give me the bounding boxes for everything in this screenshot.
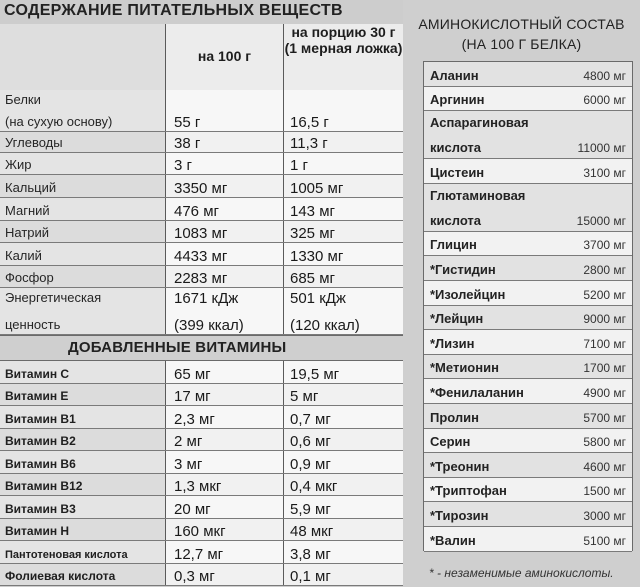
amino-value: 9000 мг (583, 312, 626, 327)
amino-name: Аргинин (430, 92, 485, 108)
vitamin-name-cell (0, 429, 166, 452)
serving-value: 143 мг (290, 203, 335, 220)
nutrient-name-cell (0, 221, 166, 243)
amino-name: *Лизин (430, 335, 475, 351)
nutrient-name-line1: Энергетическая (5, 290, 102, 305)
amino-value: 3000 мг (583, 508, 626, 523)
amino-footnote: * - незаменимые аминокислоты. (429, 566, 614, 580)
amino-value: 2800 мг (583, 262, 626, 277)
amino-table (423, 61, 633, 551)
amino-row (424, 330, 632, 355)
serving-cell (284, 519, 403, 542)
amino-row (424, 256, 632, 281)
per100-cell (166, 541, 284, 564)
per100-value: 2,3 мг (174, 410, 215, 428)
per100-value: 1,3 мкг (174, 478, 222, 495)
per100-value: 2283 мг (174, 270, 228, 287)
vitamin-name: Витамин C (5, 366, 70, 381)
amino-row (424, 306, 632, 331)
nutrition-row (0, 266, 403, 288)
header-per100-cell (166, 24, 284, 90)
vitamin-name: Витамин B1 (5, 411, 76, 426)
amino-value: 3700 мг (583, 238, 626, 253)
amino-value: 5100 мг (583, 533, 626, 548)
amino-value: 1500 мг (583, 484, 626, 499)
amino-row (424, 159, 632, 184)
serving-value: 0,4 мкг (290, 478, 338, 495)
vitamin-name-cell (0, 451, 166, 474)
vitamin-row (0, 429, 403, 452)
serving-cell (284, 384, 403, 407)
nutrition-row (0, 132, 403, 153)
serving-cell (284, 266, 403, 288)
vitamin-name-cell (0, 384, 166, 407)
serving-value: 1330 мг (290, 248, 344, 265)
nutrient-name: Кальций (5, 180, 57, 195)
serving-value: 1 г (290, 157, 308, 174)
amino-row (424, 355, 632, 380)
vitamin-name-cell (0, 474, 166, 497)
amino-row (424, 527, 632, 552)
vitamin-row (0, 361, 403, 384)
serving-value: 3,8 мг (290, 545, 331, 563)
per100-value: 0,3 мг (174, 568, 215, 585)
per100-value: 38 г (174, 135, 201, 152)
serving-cell (284, 288, 403, 335)
nutrition-row (0, 90, 403, 132)
vitamin-row (0, 519, 403, 542)
serving-value: 0,6 мг (290, 433, 331, 450)
serving-cell (284, 451, 403, 474)
vitamin-name: Витамин B2 (5, 434, 76, 448)
nutrition-row (0, 243, 403, 266)
vitamin-row (0, 474, 403, 497)
amino-row (424, 429, 632, 454)
per100-cell (166, 496, 284, 519)
amino-value: 7100 мг (583, 336, 626, 351)
nutrition-table-header (0, 24, 403, 90)
nutrition-row (0, 288, 403, 335)
nutrient-name: Натрий (5, 225, 50, 240)
amino-name: Аланин (430, 67, 479, 83)
per100-value: 17 мг (174, 388, 211, 405)
serving-cell (284, 429, 403, 452)
amino-name: *Валин (430, 532, 476, 548)
nutrition-row (0, 175, 403, 198)
vitamins-title: ДОБАВЛЕННЫЕ ВИТАМИНЫ (68, 339, 287, 356)
serving-value: 685 мг (290, 270, 335, 287)
nutrient-name-cell (0, 288, 166, 335)
amino-name: *Треонин (430, 458, 490, 474)
amino-name-line1: Аспарагиновая (430, 115, 529, 131)
per100-cell (166, 153, 284, 175)
serving-value: 11,3 г (290, 135, 328, 152)
nutrient-name-cell (0, 198, 166, 221)
nutrient-name-line2: (на сухую основу) (5, 114, 113, 129)
vitamin-row (0, 564, 403, 587)
per100-cell (166, 519, 284, 542)
header-serving: на порцию 30 г (1 мерная ложка) (284, 24, 403, 56)
per100-cell (166, 132, 284, 153)
row-divider (0, 585, 403, 586)
vitamin-name-cell (0, 406, 166, 429)
amino-value: 5800 мг (583, 435, 626, 450)
nutrient-name-cell (0, 266, 166, 288)
per100-cell (166, 429, 284, 452)
nutrient-name-cell (0, 243, 166, 266)
per100-value: 3 мг (174, 455, 203, 473)
nutrition-row (0, 153, 403, 175)
serving-cell (284, 221, 403, 243)
amino-name: Цистеин (430, 164, 485, 180)
nutrient-name: Магний (5, 203, 50, 218)
serving-cell (284, 90, 403, 132)
serving-cell (284, 564, 403, 587)
per100-cell (166, 243, 284, 266)
serving-cell (284, 361, 403, 384)
amino-row (424, 87, 632, 112)
vitamin-name: Витамин B6 (5, 456, 76, 471)
nutrition-title: СОДЕРЖАНИЕ ПИТАТЕЛЬНЫХ ВЕЩЕСТВ (4, 2, 343, 19)
serving-value: 325 мг (290, 225, 335, 242)
vitamin-name: Витамин H (5, 524, 70, 538)
serving-cell (284, 198, 403, 221)
serving-value: 0,9 мг (290, 455, 331, 473)
amino-row (424, 232, 632, 257)
nutrition-row (0, 198, 403, 221)
per100-cell (166, 361, 284, 384)
serving-cell (284, 175, 403, 198)
per100-value: 1083 мг (174, 225, 228, 242)
amino-title (403, 14, 640, 54)
serving-cell (284, 132, 403, 153)
nutrient-name-line1: Белки (5, 92, 41, 107)
vitamin-name: Пантотеновая кислота (5, 548, 128, 561)
per100-cell (166, 221, 284, 243)
per100-value: 1671 кДж (174, 290, 239, 307)
per100-cell (166, 406, 284, 429)
serving-cell (284, 153, 403, 175)
nutrient-name-line2: ценность (5, 317, 61, 332)
amino-row (424, 62, 632, 87)
per100-cell (166, 451, 284, 474)
amino-value: 4600 мг (583, 459, 626, 474)
vitamin-row (0, 451, 403, 474)
per100-value-kcal: (399 ккал) (174, 317, 244, 334)
serving-cell (284, 496, 403, 519)
amino-row (424, 478, 632, 503)
amino-name: Серин (430, 434, 471, 450)
per100-cell (166, 198, 284, 221)
serving-cell (284, 406, 403, 429)
amino-value: 1700 мг (583, 361, 626, 376)
nutrient-name-cell (0, 175, 166, 198)
serving-value: 5,9 мг (290, 500, 331, 518)
amino-title-line1: АМИНОКИСЛОТНЫЙ СОСТАВ (418, 16, 625, 32)
amino-name-line1: Глютаминовая (430, 187, 526, 203)
per100-value: 160 мкг (174, 523, 226, 540)
per100-cell (166, 175, 284, 198)
amino-row (424, 502, 632, 527)
per100-value: 476 мг (174, 203, 219, 220)
nutrient-name-cell (0, 153, 166, 175)
nutrient-name: Углеводы (5, 135, 63, 150)
per100-cell (166, 288, 284, 335)
amino-row (424, 404, 632, 429)
amino-name-line2: кислота (430, 140, 482, 156)
per100-value: 20 мг (174, 500, 211, 518)
nutrient-name: Фосфор (5, 270, 54, 285)
per100-value: 4433 мг (174, 248, 228, 265)
serving-value-kcal: (120 ккал) (290, 317, 360, 334)
per100-cell (166, 90, 284, 132)
amino-name: *Лейцин (430, 311, 484, 327)
nutrient-name-cell (0, 132, 166, 153)
vitamin-name: Фолиевая кислота (5, 569, 116, 583)
amino-row (424, 379, 632, 404)
vitamin-name-cell (0, 519, 166, 542)
serving-value: 501 кДж (290, 290, 346, 307)
vitamin-row (0, 496, 403, 519)
amino-row (424, 111, 632, 159)
vitamin-row (0, 384, 403, 407)
amino-name: Пролин (430, 409, 480, 425)
amino-name: *Фенилаланин (430, 384, 524, 400)
per100-value: 3350 мг (174, 180, 228, 197)
serving-value: 5 мг (290, 388, 319, 405)
amino-row (424, 184, 632, 232)
per100-value: 55 г (174, 114, 201, 131)
nutrient-name: Жир (5, 157, 32, 172)
header-serving-cell (284, 24, 403, 90)
header-per100: на 100 г (197, 48, 252, 64)
vitamin-row (0, 541, 403, 564)
vitamin-name-cell (0, 541, 166, 564)
vitamin-name: Витамин B3 (5, 501, 76, 516)
per100-value: 12,7 мг (174, 545, 224, 563)
nutrient-name-cell (0, 90, 166, 132)
per100-value: 2 мг (174, 433, 203, 450)
serving-value: 1005 мг (290, 180, 344, 197)
amino-name: *Метионин (430, 360, 499, 376)
amino-value: 15000 мг (576, 213, 626, 228)
vitamin-name-cell (0, 496, 166, 519)
serving-cell (284, 541, 403, 564)
header-blank-cell (0, 24, 166, 90)
serving-cell (284, 243, 403, 266)
amino-name: *Изолейцин (430, 286, 506, 302)
serving-value: 16,5 г (290, 114, 329, 131)
amino-row (424, 453, 632, 478)
per100-cell (166, 564, 284, 587)
vitamins-section-header (0, 335, 403, 361)
serving-value: 19,5 мг (290, 365, 340, 383)
per100-value: 3 г (174, 157, 192, 174)
amino-name-line2: кислота (430, 212, 482, 228)
nutrient-name: Калий (5, 248, 42, 263)
serving-value: 0,1 мг (290, 568, 331, 585)
amino-value: 6000 мг (583, 93, 626, 108)
per100-cell (166, 266, 284, 288)
vitamin-row (0, 406, 403, 429)
amino-name: *Тирозин (430, 507, 489, 523)
amino-name: *Триптофан (430, 483, 507, 499)
amino-value: 5200 мг (583, 287, 626, 302)
amino-value: 11000 мг (577, 141, 626, 156)
amino-value: 3100 мг (583, 165, 626, 180)
vitamin-name: Витамин E (5, 389, 69, 403)
per100-cell (166, 384, 284, 407)
amino-row (424, 281, 632, 306)
amino-title-line2: (НА 100 Г БЕЛКА) (461, 36, 582, 52)
nutrition-row (0, 221, 403, 243)
serving-value: 48 мкг (290, 523, 334, 540)
amino-panel (403, 0, 640, 587)
per100-cell (166, 474, 284, 497)
vitamin-name-cell (0, 564, 166, 587)
per100-value: 65 мг (174, 365, 211, 383)
vitamin-name: Витамин B12 (5, 479, 83, 493)
serving-value: 0,7 мг (290, 410, 331, 428)
serving-cell (284, 474, 403, 497)
vitamin-name-cell (0, 361, 166, 384)
amino-name: *Гистидин (430, 261, 496, 277)
amino-value: 4800 мг (583, 68, 626, 83)
amino-value: 5700 мг (583, 410, 626, 425)
amino-value: 4900 мг (583, 385, 626, 400)
amino-name: Глицин (430, 237, 477, 253)
